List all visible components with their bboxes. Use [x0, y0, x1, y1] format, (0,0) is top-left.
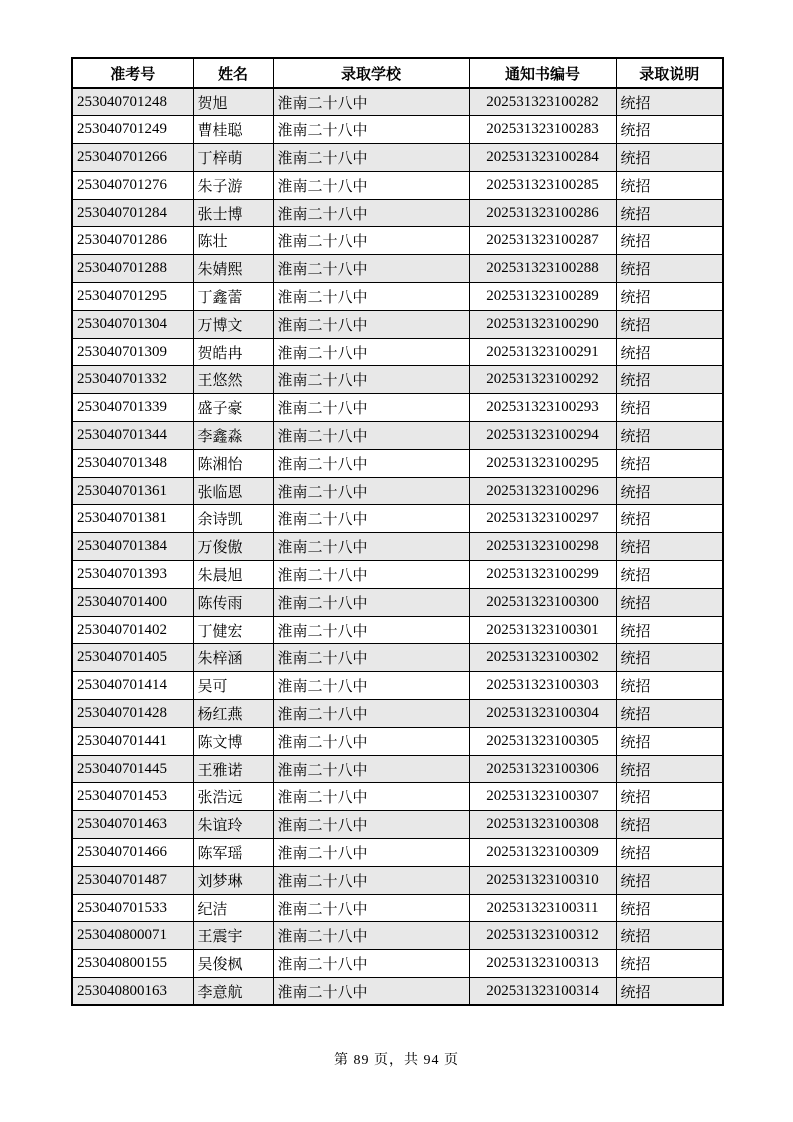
cell-note: 统招 — [616, 144, 723, 172]
cell-school: 淮南二十八中 — [273, 422, 469, 450]
cell-name: 丁梓萌 — [193, 144, 273, 172]
cell-notice-no: 202531323100313 — [469, 950, 616, 978]
cell-note: 统招 — [616, 700, 723, 728]
admission-table-wrap — [71, 57, 724, 1006]
table-row — [72, 700, 723, 728]
cell-name: 余诗凯 — [193, 505, 273, 533]
cell-exam-no: 253040701286 — [72, 227, 193, 255]
cell-name: 王震宇 — [193, 922, 273, 950]
table-row — [72, 338, 723, 366]
cell-note: 统招 — [616, 422, 723, 450]
cell-school: 淮南二十八中 — [273, 588, 469, 616]
cell-school: 淮南二十八中 — [273, 561, 469, 589]
table-row — [72, 588, 723, 616]
table-row — [72, 811, 723, 839]
cell-notice-no: 202531323100308 — [469, 811, 616, 839]
cell-school: 淮南二十八中 — [273, 616, 469, 644]
cell-exam-no: 253040701249 — [72, 116, 193, 144]
cell-notice-no: 202531323100283 — [469, 116, 616, 144]
cell-notice-no: 202531323100299 — [469, 561, 616, 589]
cell-note: 统招 — [616, 533, 723, 561]
cell-notice-no: 202531323100287 — [469, 227, 616, 255]
cell-notice-no: 202531323100303 — [469, 672, 616, 700]
cell-school: 淮南二十八中 — [273, 783, 469, 811]
cell-name: 杨红燕 — [193, 700, 273, 728]
cell-school: 淮南二十八中 — [273, 839, 469, 867]
table-row — [72, 533, 723, 561]
table-row — [72, 783, 723, 811]
cell-notice-no: 202531323100298 — [469, 533, 616, 561]
cell-school: 淮南二十八中 — [273, 449, 469, 477]
cell-notice-no: 202531323100282 — [469, 88, 616, 116]
cell-note: 统招 — [616, 866, 723, 894]
cell-note: 统招 — [616, 644, 723, 672]
cell-name: 刘梦琳 — [193, 866, 273, 894]
cell-school: 淮南二十八中 — [273, 811, 469, 839]
cell-name: 朱梓涵 — [193, 644, 273, 672]
table-row — [72, 561, 723, 589]
cell-name: 张临恩 — [193, 477, 273, 505]
table-row — [72, 505, 723, 533]
cell-school: 淮南二十八中 — [273, 672, 469, 700]
cell-exam-no: 253040701441 — [72, 727, 193, 755]
cell-notice-no: 202531323100314 — [469, 978, 616, 1006]
cell-note: 统招 — [616, 922, 723, 950]
table-row — [72, 449, 723, 477]
cell-note: 统招 — [616, 338, 723, 366]
cell-notice-no: 202531323100301 — [469, 616, 616, 644]
cell-school: 淮南二十八中 — [273, 477, 469, 505]
cell-name: 丁健宏 — [193, 616, 273, 644]
cell-note: 统招 — [616, 839, 723, 867]
cell-name: 王雅诺 — [193, 755, 273, 783]
cell-school: 淮南二十八中 — [273, 171, 469, 199]
cell-note: 统招 — [616, 727, 723, 755]
cell-school: 淮南二十八中 — [273, 338, 469, 366]
table-row — [72, 672, 723, 700]
cell-exam-no: 253040701487 — [72, 866, 193, 894]
cell-exam-no: 253040701344 — [72, 422, 193, 450]
cell-school: 淮南二十八中 — [273, 199, 469, 227]
table-row — [72, 727, 723, 755]
cell-school: 淮南二十八中 — [273, 227, 469, 255]
cell-exam-no: 253040701339 — [72, 394, 193, 422]
table-row — [72, 422, 723, 450]
cell-notice-no: 202531323100306 — [469, 755, 616, 783]
cell-name: 李鑫淼 — [193, 422, 273, 450]
cell-note: 统招 — [616, 672, 723, 700]
cell-note: 统招 — [616, 477, 723, 505]
cell-notice-no: 202531323100310 — [469, 866, 616, 894]
cell-name: 纪洁 — [193, 894, 273, 922]
cell-school: 淮南二十八中 — [273, 394, 469, 422]
cell-name: 陈传雨 — [193, 588, 273, 616]
table-row — [72, 310, 723, 338]
cell-notice-no: 202531323100302 — [469, 644, 616, 672]
cell-note: 统招 — [616, 588, 723, 616]
header-name: 姓名 — [193, 58, 273, 88]
cell-note: 统招 — [616, 505, 723, 533]
table-row — [72, 755, 723, 783]
cell-note: 统招 — [616, 561, 723, 589]
cell-exam-no: 253040701428 — [72, 700, 193, 728]
cell-notice-no: 202531323100307 — [469, 783, 616, 811]
cell-note: 统招 — [616, 199, 723, 227]
cell-exam-no: 253040701453 — [72, 783, 193, 811]
cell-notice-no: 202531323100290 — [469, 310, 616, 338]
cell-exam-no: 253040701304 — [72, 310, 193, 338]
cell-school: 淮南二十八中 — [273, 644, 469, 672]
table-row — [72, 116, 723, 144]
cell-name: 曹桂聪 — [193, 116, 273, 144]
cell-name: 李意航 — [193, 978, 273, 1006]
cell-school: 淮南二十八中 — [273, 366, 469, 394]
cell-exam-no: 253040701361 — [72, 477, 193, 505]
cell-name: 朱晨旭 — [193, 561, 273, 589]
cell-note: 统招 — [616, 978, 723, 1006]
header-notice-no: 通知书编号 — [469, 58, 616, 88]
cell-school: 淮南二十八中 — [273, 116, 469, 144]
cell-note: 统招 — [616, 116, 723, 144]
cell-exam-no: 253040701393 — [72, 561, 193, 589]
cell-exam-no: 253040701463 — [72, 811, 193, 839]
cell-notice-no: 202531323100309 — [469, 839, 616, 867]
cell-name: 朱子游 — [193, 171, 273, 199]
header-note: 录取说明 — [616, 58, 723, 88]
table-row — [72, 978, 723, 1006]
cell-name: 陈壮 — [193, 227, 273, 255]
cell-exam-no: 253040701445 — [72, 755, 193, 783]
table-row — [72, 477, 723, 505]
cell-notice-no: 202531323100294 — [469, 422, 616, 450]
cell-notice-no: 202531323100293 — [469, 394, 616, 422]
cell-notice-no: 202531323100312 — [469, 922, 616, 950]
cell-note: 统招 — [616, 894, 723, 922]
cell-school: 淮南二十八中 — [273, 310, 469, 338]
cell-school: 淮南二十八中 — [273, 505, 469, 533]
cell-notice-no: 202531323100304 — [469, 700, 616, 728]
cell-notice-no: 202531323100288 — [469, 255, 616, 283]
cell-exam-no: 253040701466 — [72, 839, 193, 867]
table-row — [72, 839, 723, 867]
table-row — [72, 616, 723, 644]
cell-school: 淮南二十八中 — [273, 727, 469, 755]
cell-exam-no: 253040701402 — [72, 616, 193, 644]
cell-name: 陈湘怡 — [193, 449, 273, 477]
cell-note: 统招 — [616, 755, 723, 783]
cell-exam-no: 253040701381 — [72, 505, 193, 533]
table-row — [72, 644, 723, 672]
cell-exam-no: 253040701414 — [72, 672, 193, 700]
cell-note: 统招 — [616, 310, 723, 338]
cell-exam-no: 253040701332 — [72, 366, 193, 394]
cell-name: 朱婧熙 — [193, 255, 273, 283]
cell-notice-no: 202531323100296 — [469, 477, 616, 505]
cell-notice-no: 202531323100285 — [469, 171, 616, 199]
cell-exam-no: 253040800163 — [72, 978, 193, 1006]
table-row — [72, 227, 723, 255]
cell-note: 统招 — [616, 950, 723, 978]
cell-notice-no: 202531323100292 — [469, 366, 616, 394]
cell-name: 盛子豪 — [193, 394, 273, 422]
cell-exam-no: 253040800155 — [72, 950, 193, 978]
table-row — [72, 88, 723, 116]
cell-exam-no: 253040701276 — [72, 171, 193, 199]
table-row — [72, 950, 723, 978]
cell-name: 万博文 — [193, 310, 273, 338]
cell-name: 万俊傲 — [193, 533, 273, 561]
header-school: 录取学校 — [273, 58, 469, 88]
cell-notice-no: 202531323100297 — [469, 505, 616, 533]
cell-exam-no: 253040701295 — [72, 283, 193, 311]
cell-notice-no: 202531323100284 — [469, 144, 616, 172]
cell-note: 统招 — [616, 88, 723, 116]
table-row — [72, 866, 723, 894]
cell-school: 淮南二十八中 — [273, 88, 469, 116]
cell-school: 淮南二十八中 — [273, 755, 469, 783]
page-number-footer: 第 89 页，共 94 页 — [334, 1053, 459, 1068]
cell-school: 淮南二十八中 — [273, 922, 469, 950]
cell-note: 统招 — [616, 255, 723, 283]
cell-note: 统招 — [616, 449, 723, 477]
table-row — [72, 144, 723, 172]
cell-name: 吴俊枫 — [193, 950, 273, 978]
cell-notice-no: 202531323100300 — [469, 588, 616, 616]
cell-exam-no: 253040701384 — [72, 533, 193, 561]
table-row — [72, 366, 723, 394]
cell-note: 统招 — [616, 227, 723, 255]
cell-exam-no: 253040701248 — [72, 88, 193, 116]
cell-school: 淮南二十八中 — [273, 533, 469, 561]
table-row — [72, 894, 723, 922]
cell-exam-no: 253040701284 — [72, 199, 193, 227]
cell-notice-no: 202531323100305 — [469, 727, 616, 755]
cell-name: 陈军瑶 — [193, 839, 273, 867]
cell-note: 统招 — [616, 616, 723, 644]
cell-notice-no: 202531323100291 — [469, 338, 616, 366]
cell-school: 淮南二十八中 — [273, 255, 469, 283]
cell-name: 贺旭 — [193, 88, 273, 116]
cell-note: 统招 — [616, 811, 723, 839]
table-row — [72, 171, 723, 199]
cell-exam-no: 253040701266 — [72, 144, 193, 172]
cell-exam-no: 253040701400 — [72, 588, 193, 616]
cell-exam-no: 253040701288 — [72, 255, 193, 283]
cell-notice-no: 202531323100311 — [469, 894, 616, 922]
cell-school: 淮南二十八中 — [273, 283, 469, 311]
table-row — [72, 394, 723, 422]
table-row — [72, 283, 723, 311]
cell-name: 朱谊玲 — [193, 811, 273, 839]
cell-name: 王悠然 — [193, 366, 273, 394]
cell-notice-no: 202531323100289 — [469, 283, 616, 311]
cell-school: 淮南二十八中 — [273, 700, 469, 728]
cell-exam-no: 253040800071 — [72, 922, 193, 950]
cell-note: 统招 — [616, 783, 723, 811]
cell-exam-no: 253040701405 — [72, 644, 193, 672]
cell-notice-no: 202531323100295 — [469, 449, 616, 477]
cell-name: 贺皓冉 — [193, 338, 273, 366]
cell-note: 统招 — [616, 394, 723, 422]
cell-school: 淮南二十八中 — [273, 978, 469, 1006]
table-header-row — [72, 58, 723, 88]
cell-exam-no: 253040701348 — [72, 449, 193, 477]
cell-name: 丁鑫蕾 — [193, 283, 273, 311]
cell-name: 吴可 — [193, 672, 273, 700]
cell-note: 统招 — [616, 283, 723, 311]
cell-school: 淮南二十八中 — [273, 950, 469, 978]
cell-school: 淮南二十八中 — [273, 866, 469, 894]
admission-table — [71, 57, 724, 1006]
cell-name: 张士博 — [193, 199, 273, 227]
cell-name: 张浩远 — [193, 783, 273, 811]
cell-exam-no: 253040701309 — [72, 338, 193, 366]
cell-name: 陈文博 — [193, 727, 273, 755]
cell-school: 淮南二十八中 — [273, 894, 469, 922]
header-exam-no: 准考号 — [72, 58, 193, 88]
cell-exam-no: 253040701533 — [72, 894, 193, 922]
cell-notice-no: 202531323100286 — [469, 199, 616, 227]
table-row — [72, 199, 723, 227]
cell-note: 统招 — [616, 171, 723, 199]
cell-note: 统招 — [616, 366, 723, 394]
table-row — [72, 922, 723, 950]
table-row — [72, 255, 723, 283]
cell-school: 淮南二十八中 — [273, 144, 469, 172]
